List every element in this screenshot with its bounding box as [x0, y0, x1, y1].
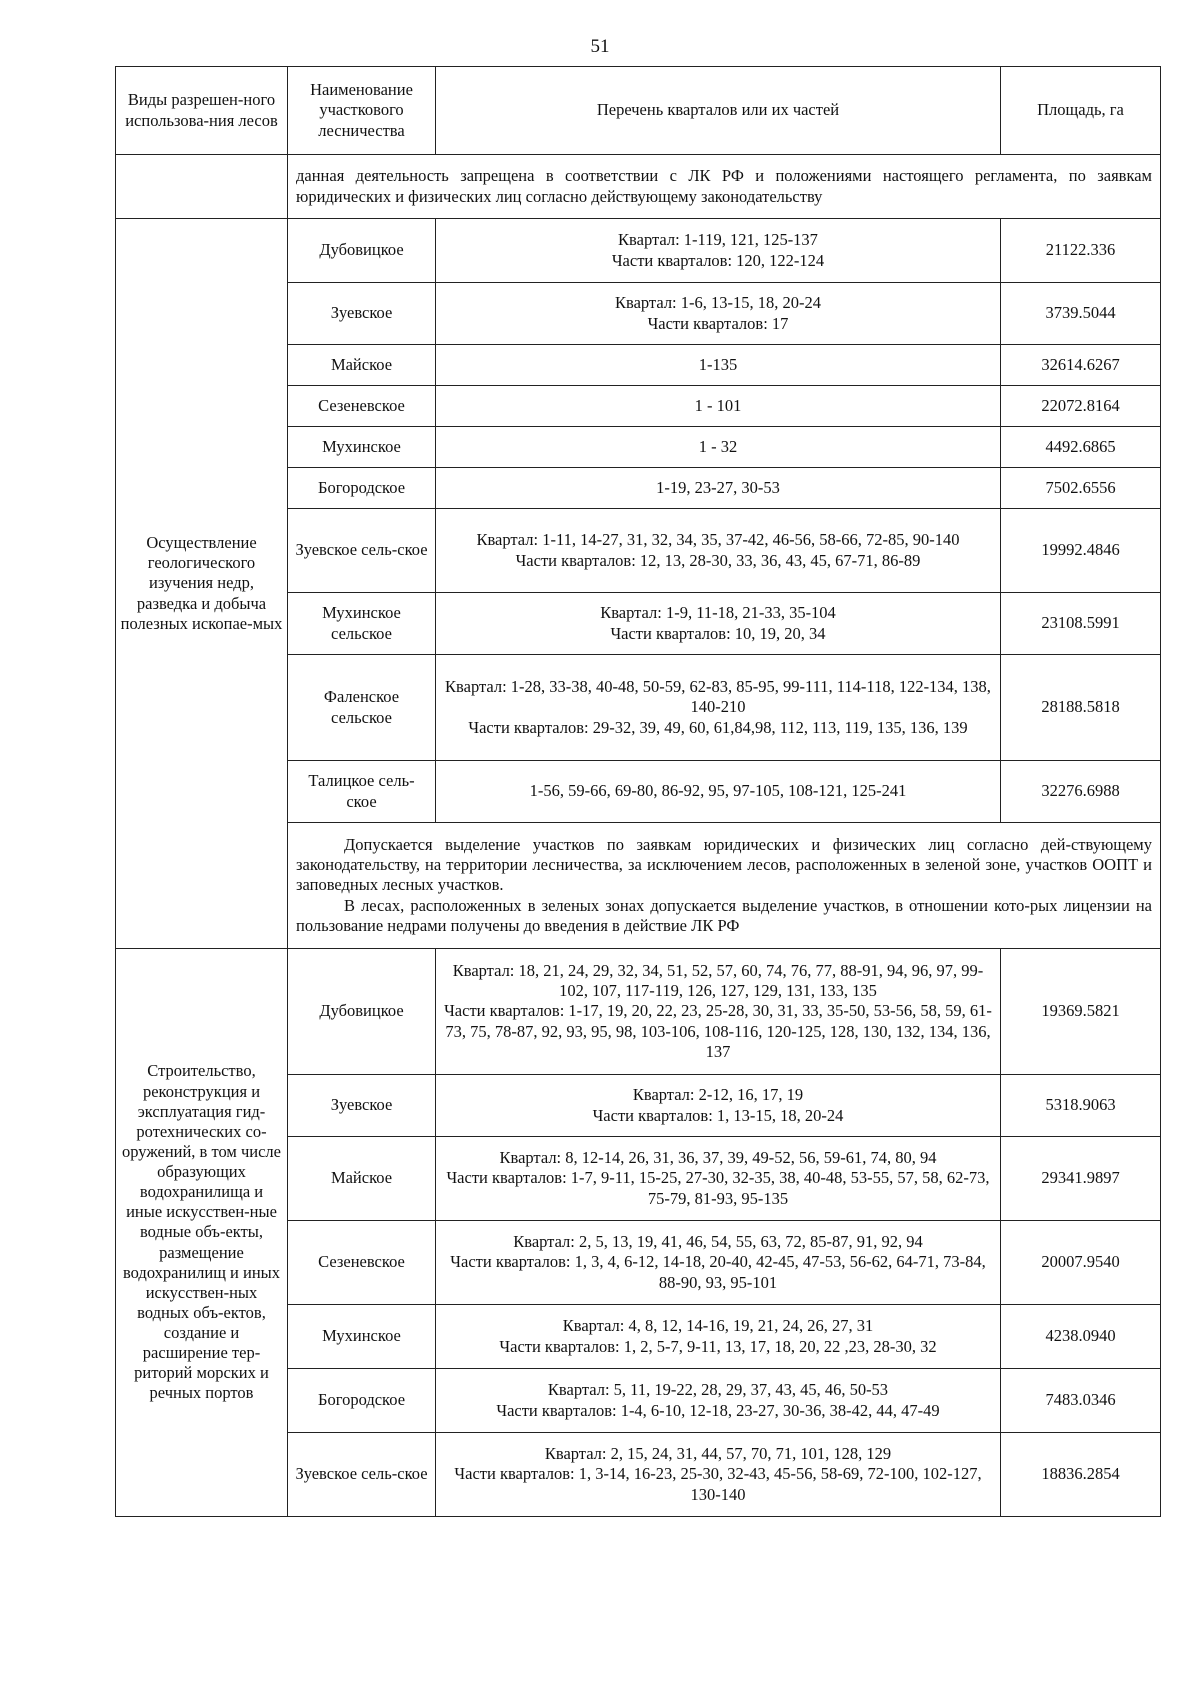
area-cell: 21122.336	[1001, 219, 1161, 283]
forestry-cell: Мухинское	[288, 427, 436, 468]
quarters-cell: Квартал: 2, 15, 24, 31, 44, 57, 70, 71, 101, 128, 129 Части кварталов: 1, 3-14, 16-23, 25-30, 32-43, 45-56, 58-69, 72-100, 102-127, 130-140	[436, 1433, 1001, 1517]
area-cell: 4238.0940	[1001, 1305, 1161, 1369]
quarters-cell: Квартал: 1-9, 11-18, 21-33, 35-104 Части кварталов: 10, 19, 20, 34	[436, 593, 1001, 655]
quarters-cell: Квартал: 2-12, 16, 17, 19 Части кварталов: 1, 13-15, 18, 20-24	[436, 1075, 1001, 1137]
forestry-cell: Дубовицкое	[288, 219, 436, 283]
area-cell: 5318.9063	[1001, 1075, 1161, 1137]
intro-note: данная деятельность запрещена в соответствии с ЛК РФ и положениями настоящего регламента, по заявкам юридических и физических лиц согласно действующему законодательству	[288, 155, 1161, 219]
forestry-cell: Зуевское сель-ское	[288, 509, 436, 593]
forestry-cell: Сезеневское	[288, 1221, 436, 1305]
quarters-cell: Квартал: 18, 21, 24, 29, 32, 34, 51, 52, 57, 60, 74, 76, 77, 88-91, 94, 96, 97, 99-102, 107, 117-119, 126, 127, 129, 131, 133, 135 Части кварталов: 1-17, 19, 20, 22, 23, 25-28, 30, 31, 33, 35-50, 53-56, 58, 59, 61-73, 75, 78-87, 92, 93, 95, 98, 103-106, 108-116, 120-125, 128, 130, 132, 134, 136, 137	[436, 949, 1001, 1075]
use-type-cell: Осуществление геологического изучения недр, разведка и добыча полезных ископае-мых	[116, 219, 288, 949]
forestry-cell: Богородское	[288, 468, 436, 509]
quarters-cell: 1-56, 59-66, 69-80, 86-92, 95, 97-105, 108-121, 125-241	[436, 761, 1001, 823]
area-cell: 32276.6988	[1001, 761, 1161, 823]
area-cell: 28188.5818	[1001, 655, 1161, 761]
forestry-cell: Майское	[288, 1137, 436, 1221]
quarters-cell: 1 - 32	[436, 427, 1001, 468]
forestry-cell: Фаленское сельское	[288, 655, 436, 761]
forestry-cell: Зуевское сель-ское	[288, 1433, 436, 1517]
quarters-cell: Квартал: 5, 11, 19-22, 28, 29, 37, 43, 45, 46, 50-53 Части кварталов: 1-4, 6-10, 12-18, 23-27, 30-36, 38-42, 44, 47-49	[436, 1369, 1001, 1433]
group-note: Допускается выделение участков по заявкам юридических и физических лиц согласно дей-ствующему законодательству, на территории лесничества, за исключением лесов, расположенных в зеленой зоне, участков ООПТ и заповедных лесных участков. В лесах, расположенных в зеленых зонах допускается выделение участков, в отношении кото-рых лицензии на пользование недрами получены до введения в действие ЛК РФ	[288, 823, 1161, 949]
quarters-cell: Квартал: 1-28, 33-38, 40-48, 50-59, 62-83, 85-95, 99-111, 114-118, 122-134, 138, 140-210 Части кварталов: 29-32, 39, 49, 60, 61,84,98, 112, 113, 119, 135, 136, 139	[436, 655, 1001, 761]
forestry-cell: Талицкое сель-ское	[288, 761, 436, 823]
forestry-cell: Майское	[288, 345, 436, 386]
area-cell: 3739.5044	[1001, 283, 1161, 345]
area-cell: 7483.0346	[1001, 1369, 1161, 1433]
quarters-cell: 1-19, 23-27, 30-53	[436, 468, 1001, 509]
area-cell: 20007.9540	[1001, 1221, 1161, 1305]
empty-cell	[116, 155, 288, 219]
forestry-cell: Богородское	[288, 1369, 436, 1433]
forestry-cell: Сезеневское	[288, 386, 436, 427]
quarters-cell: Квартал: 1-119, 121, 125-137 Части кварталов: 120, 122-124	[436, 219, 1001, 283]
forestry-cell: Зуевское	[288, 1075, 436, 1137]
area-cell: 32614.6267	[1001, 345, 1161, 386]
forestry-cell: Мухинское	[288, 1305, 436, 1369]
table-row	[116, 219, 1161, 283]
quarters-cell: Квартал: 8, 12-14, 26, 31, 36, 37, 39, 49-52, 56, 59-61, 74, 80, 94 Части кварталов: 1-7, 9-11, 15-25, 27-30, 32-35, 38, 40-48, 53-55, 57, 58, 62-73, 75-79, 81-93, 95-135	[436, 1137, 1001, 1221]
quarters-cell: Квартал: 1-11, 14-27, 31, 32, 34, 35, 37-42, 46-56, 58-66, 72-85, 90-140 Части кварталов: 12, 13, 28-30, 33, 36, 43, 45, 67-71, 86-89	[436, 509, 1001, 593]
forestry-cell: Зуевское	[288, 283, 436, 345]
table-row	[116, 949, 1161, 1075]
area-cell: 7502.6556	[1001, 468, 1161, 509]
quarters-cell: Квартал: 1-6, 13-15, 18, 20-24 Части кварталов: 17	[436, 283, 1001, 345]
quarters-cell: Квартал: 2, 5, 13, 19, 41, 46, 54, 55, 63, 72, 85-87, 91, 92, 94 Части кварталов: 1, 3, 4, 6-12, 14-18, 20-40, 42-45, 47-53, 56-62, 64-71, 73-84, 88-90, 93, 95-101	[436, 1221, 1001, 1305]
area-cell: 22072.8164	[1001, 386, 1161, 427]
area-cell: 18836.2854	[1001, 1433, 1161, 1517]
quarters-cell: Квартал: 4, 8, 12, 14-16, 19, 21, 24, 26, 27, 31 Части кварталов: 1, 2, 5-7, 9-11, 13, 17, 18, 20, 22 ,23, 28-30, 32	[436, 1305, 1001, 1369]
header-use-type: Виды разрешен-ного использова-ния лесов	[116, 67, 288, 155]
forestry-cell: Дубовицкое	[288, 949, 436, 1075]
forest-use-table	[115, 66, 1161, 1517]
table-header-row	[116, 67, 1161, 155]
header-area: Площадь, га	[1001, 67, 1161, 155]
quarters-cell: 1-135	[436, 345, 1001, 386]
use-type-cell: Строительство, реконструкция и эксплуатация гид-ротехнических со-оружений, в том числе образующих водохранилища и иные искусствен-ные водные объ-екты, размещение водохранилищ и иных искусствен-ных водных объ-ектов, создание и расширение тер-риторий морских и речных портов	[116, 949, 288, 1517]
area-cell: 4492.6865	[1001, 427, 1161, 468]
intro-note-row	[116, 155, 1161, 219]
forestry-cell: Мухинское сельское	[288, 593, 436, 655]
quarters-cell: 1 - 101	[436, 386, 1001, 427]
page-number: 51	[590, 36, 610, 57]
area-cell: 19369.5821	[1001, 949, 1161, 1075]
area-cell: 29341.9897	[1001, 1137, 1161, 1221]
header-quarters-list: Перечень кварталов или их частей	[436, 67, 1001, 155]
area-cell: 19992.4846	[1001, 509, 1161, 593]
area-cell: 23108.5991	[1001, 593, 1161, 655]
header-forestry-name: Наименование участкового лесничества	[288, 67, 436, 155]
